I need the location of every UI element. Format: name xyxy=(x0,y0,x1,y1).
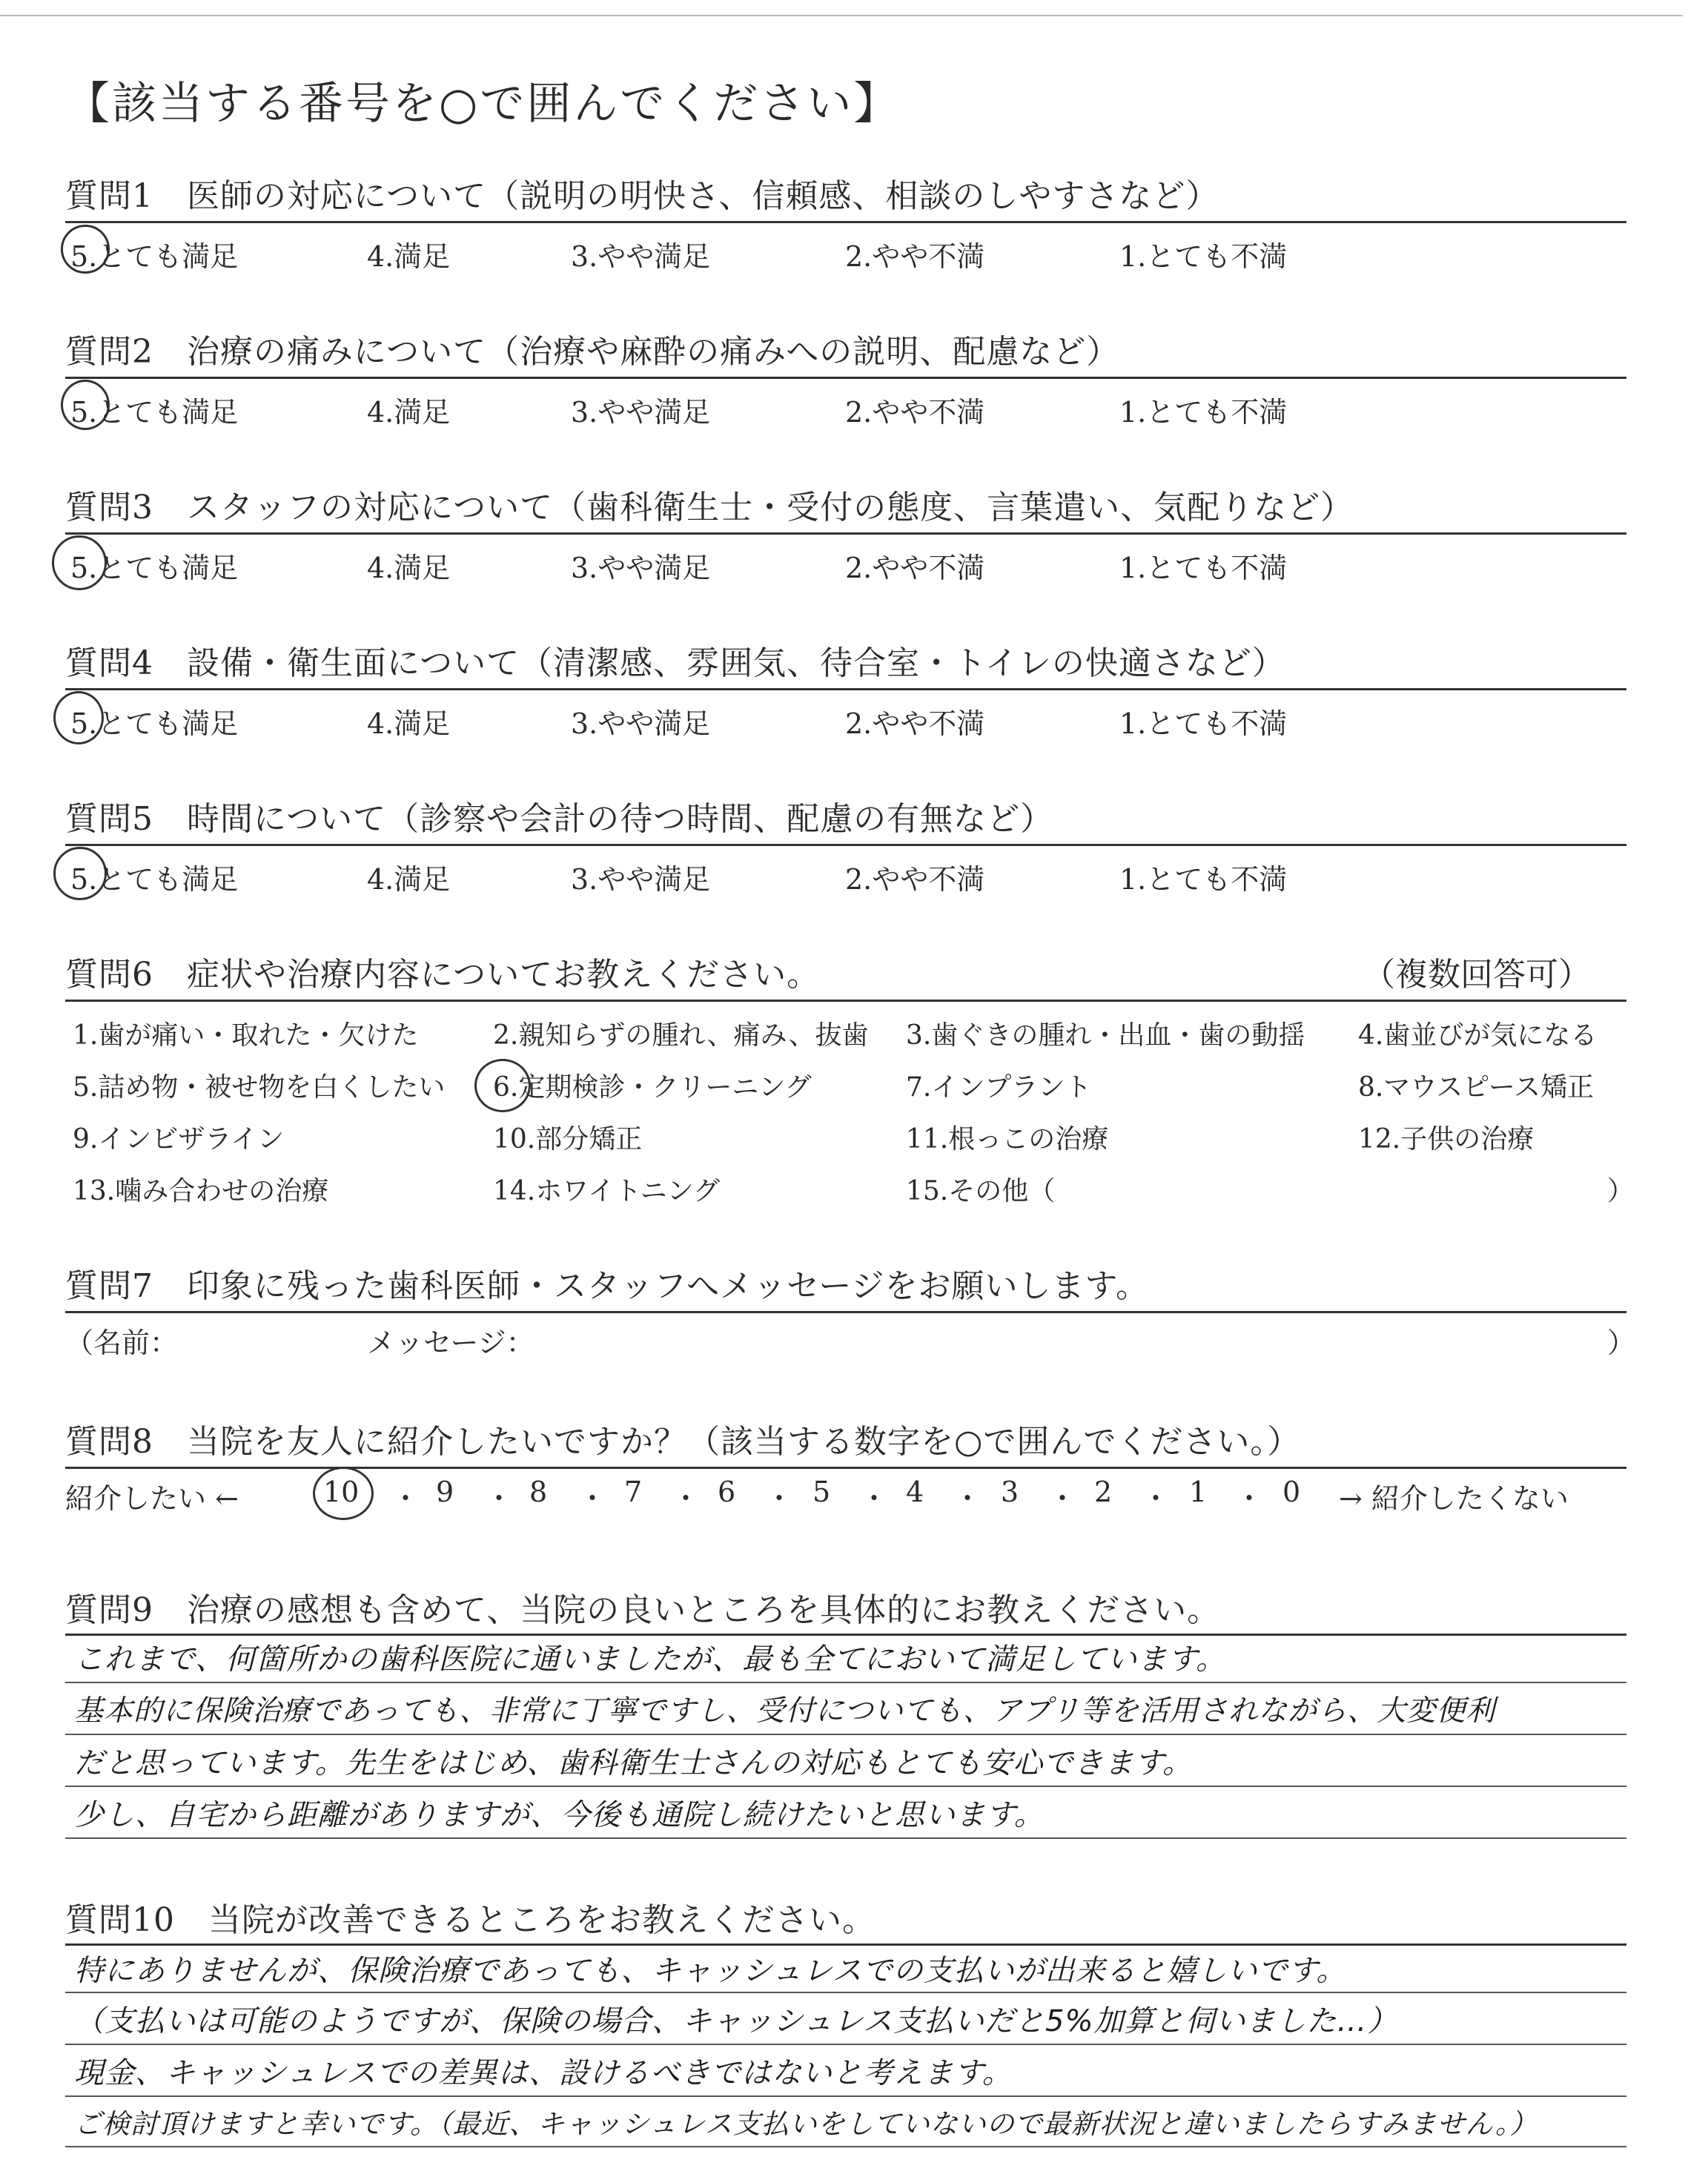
scale-0[interactable]: 0 xyxy=(1282,1476,1301,1508)
scale-9[interactable]: 9 xyxy=(436,1476,454,1508)
answer-rule xyxy=(65,1992,1626,1993)
question-8-rule xyxy=(65,1467,1626,1469)
question-3-rule xyxy=(65,532,1626,535)
question-2-title: 質問2 治療の痛みについて（治療や麻酔の痛みへの説明、配慮など） xyxy=(65,333,1120,371)
q6-option-8[interactable]: 8.マウスピース矯正 xyxy=(1358,1072,1595,1103)
question-6-title: 質問6 症状や治療内容についてお教えください。 xyxy=(65,956,821,994)
multiple-answers-note: （複数回答可） xyxy=(1363,956,1591,994)
q6-option-15[interactable]: 15.その他（ xyxy=(906,1176,1056,1206)
question-10-title: 質問10 当院が改善できるところをお教えください。 xyxy=(65,1901,875,1939)
answer-rule xyxy=(65,2095,1626,2097)
not-recommend-label: → 紹介したくない xyxy=(1339,1482,1569,1515)
scale-dot: ・ xyxy=(860,1482,889,1515)
instruction-header: 【該当する番号を○で囲んでください】 xyxy=(65,78,901,130)
q6-option-6[interactable]: 6.定期検診・クリーニング xyxy=(493,1072,812,1103)
q4-option-4[interactable]: 4.満足 xyxy=(367,707,451,740)
q2-option-2[interactable]: 2.やや不満 xyxy=(845,396,985,429)
recommend-label: 紹介したい ← xyxy=(65,1482,239,1515)
scale-dot: ・ xyxy=(578,1482,607,1515)
q6-option-2[interactable]: 2.親知らずの腫れ、痛み、抜歯 xyxy=(493,1020,869,1051)
scale-dot: ・ xyxy=(765,1482,794,1515)
q1-option-1[interactable]: 1.とても不満 xyxy=(1119,240,1288,273)
scale-dot: ・ xyxy=(953,1482,982,1515)
q4-option-1[interactable]: 1.とても不満 xyxy=(1119,707,1288,740)
scale-dot: ・ xyxy=(485,1482,514,1515)
message-label: メッセージ： xyxy=(367,1327,534,1359)
q5-option-4[interactable]: 4.満足 xyxy=(367,863,451,896)
scale-2[interactable]: 2 xyxy=(1094,1476,1113,1508)
q10-answer-line-2: （支払いは可能のようですが、保険の場合、キャッシュレス支払いだと5%加算と伺いました…） xyxy=(74,2004,1398,2038)
q3-option-1[interactable]: 1.とても不満 xyxy=(1119,552,1288,584)
q6-option-10[interactable]: 10.部分矯正 xyxy=(493,1124,643,1155)
answer-rule xyxy=(65,1734,1626,1735)
scale-dot: ・ xyxy=(1048,1482,1077,1515)
scale-6[interactable]: 6 xyxy=(718,1476,736,1508)
q6-option-1[interactable]: 1.歯が痛い・取れた・欠けた xyxy=(73,1020,419,1051)
scale-4[interactable]: 4 xyxy=(906,1476,924,1508)
q2-option-5[interactable]: 5.とても満足 xyxy=(70,396,239,429)
q9-answer-line-4: 少し、自宅から距離がありますが、今後も通院し続けたいと思います。 xyxy=(74,1798,1045,1832)
q2-option-4[interactable]: 4.満足 xyxy=(367,396,451,429)
answer-rule xyxy=(65,1682,1626,1683)
question-10-rule xyxy=(65,1943,1626,1946)
q5-option-2[interactable]: 2.やや不満 xyxy=(845,863,985,896)
scale-dot: ・ xyxy=(1142,1482,1171,1515)
question-1-rule xyxy=(65,221,1626,223)
q10-answer-line-1: 特にありませんが、保険治療であっても、キャッシュレスでの支払いが出来ると嬉しいです。 xyxy=(74,1954,1347,1988)
answer-rule xyxy=(65,1786,1626,1787)
q10-answer-line-4: ご検討頂けますと幸いです。（最近、キャッシュレス支払いをしていないので最新状況と違いましたらすみません。） xyxy=(74,2108,1538,2140)
answer-rule xyxy=(65,2044,1626,2045)
q1-option-4[interactable]: 4.満足 xyxy=(367,240,451,273)
q1-option-3[interactable]: 3.やや満足 xyxy=(571,240,711,273)
question-5-title: 質問5 時間について（診察や会計の待つ時間、配慮の有無など） xyxy=(65,800,1054,838)
question-9-title: 質問9 治療の感想も含めて、当院の良いところを具体的にお教えください。 xyxy=(65,1591,1221,1629)
answer-rule xyxy=(65,2146,1626,2147)
q6-option-5[interactable]: 5.詰め物・被せ物を白くしたい xyxy=(73,1072,446,1103)
name-label: （名前： xyxy=(65,1327,179,1359)
q5-option-1[interactable]: 1.とても不満 xyxy=(1119,863,1288,896)
question-8-title: 質問8 当院を友人に紹介したいですか？（該当する数字を○で囲んでください。） xyxy=(65,1423,1301,1461)
q6-option-14[interactable]: 14.ホワイトニング xyxy=(493,1176,721,1206)
message-close: ） xyxy=(1607,1327,1636,1359)
scale-10[interactable]: 10 xyxy=(323,1476,360,1508)
q6-option-13[interactable]: 13.噛み合わせの治療 xyxy=(73,1176,329,1206)
scale-dot: ・ xyxy=(672,1482,701,1515)
q3-option-2[interactable]: 2.やや不満 xyxy=(845,552,985,584)
question-7-title: 質問7 印象に残った歯科医師・スタッフへメッセージをお願いします。 xyxy=(65,1267,1149,1305)
answer-rule xyxy=(65,1837,1626,1839)
scale-3[interactable]: 3 xyxy=(1001,1476,1019,1508)
q9-answer-line-2: 基本的に保険治療であっても、非常に丁寧ですし、受付についても、アプリ等を活用されながら、大変便利 xyxy=(74,1694,1496,1728)
question-7-rule xyxy=(65,1311,1626,1313)
scale-dot: ・ xyxy=(1235,1482,1264,1515)
q3-option-5[interactable]: 5.とても満足 xyxy=(70,552,239,584)
q3-option-3[interactable]: 3.やや満足 xyxy=(571,552,711,584)
q1-option-2[interactable]: 2.やや不満 xyxy=(845,240,985,273)
question-4-rule xyxy=(65,688,1626,690)
q5-option-5[interactable]: 5.とても満足 xyxy=(70,863,239,896)
q4-option-5[interactable]: 5.とても満足 xyxy=(70,707,239,740)
q6-other-close: ） xyxy=(1607,1176,1635,1206)
q6-option-3[interactable]: 3.歯ぐきの腫れ・出血・歯の動揺 xyxy=(906,1020,1305,1051)
q6-option-7[interactable]: 7.インプラント xyxy=(906,1072,1092,1103)
q4-option-3[interactable]: 3.やや満足 xyxy=(571,707,711,740)
q9-answer-line-1: これまで、何箇所かの歯科医院に通いましたが、最も全てにおいて満足しています。 xyxy=(74,1642,1226,1677)
q2-option-3[interactable]: 3.やや満足 xyxy=(571,396,711,429)
q1-option-5[interactable]: 5.とても満足 xyxy=(70,240,239,273)
q6-option-9[interactable]: 9.インビザライン xyxy=(73,1124,285,1155)
scale-dot: ・ xyxy=(391,1482,420,1515)
q6-option-11[interactable]: 11.根っこの治療 xyxy=(906,1124,1109,1155)
q9-answer-line-3: だと思っています。先生をはじめ、歯科衛生士さんの対応もとても安心できます。 xyxy=(74,1746,1193,1780)
question-4-title: 質問4 設備・衛生面について（清潔感、雰囲気、待合室・トイレの快適さなど） xyxy=(65,644,1285,682)
scale-1[interactable]: 1 xyxy=(1189,1476,1208,1508)
q2-option-1[interactable]: 1.とても不満 xyxy=(1119,396,1288,429)
question-6-rule xyxy=(65,1000,1626,1002)
scale-7[interactable]: 7 xyxy=(624,1476,643,1508)
page-top-edge xyxy=(0,15,1683,16)
question-5-rule xyxy=(65,844,1626,846)
q4-option-2[interactable]: 2.やや不満 xyxy=(845,707,985,740)
q6-option-12[interactable]: 12.子供の治療 xyxy=(1358,1124,1535,1155)
q6-option-4[interactable]: 4.歯並びが気になる xyxy=(1358,1020,1598,1051)
question-3-title: 質問3 スタッフの対応について（歯科衛生士・受付の態度、言葉遣い、気配りなど） xyxy=(65,489,1354,526)
q10-answer-line-3: 現金、キャッシュレスでの差異は、設けるべきではないと考えます。 xyxy=(74,2056,1013,2090)
question-2-rule xyxy=(65,377,1626,379)
question-1-title: 質問1 医師の対応について（説明の明快さ、信頼感、相談のしやすさなど） xyxy=(65,177,1219,215)
q5-option-3[interactable]: 3.やや満足 xyxy=(571,863,711,896)
scale-8[interactable]: 8 xyxy=(529,1476,548,1508)
q3-option-4[interactable]: 4.満足 xyxy=(367,552,451,584)
scale-5[interactable]: 5 xyxy=(812,1476,831,1508)
